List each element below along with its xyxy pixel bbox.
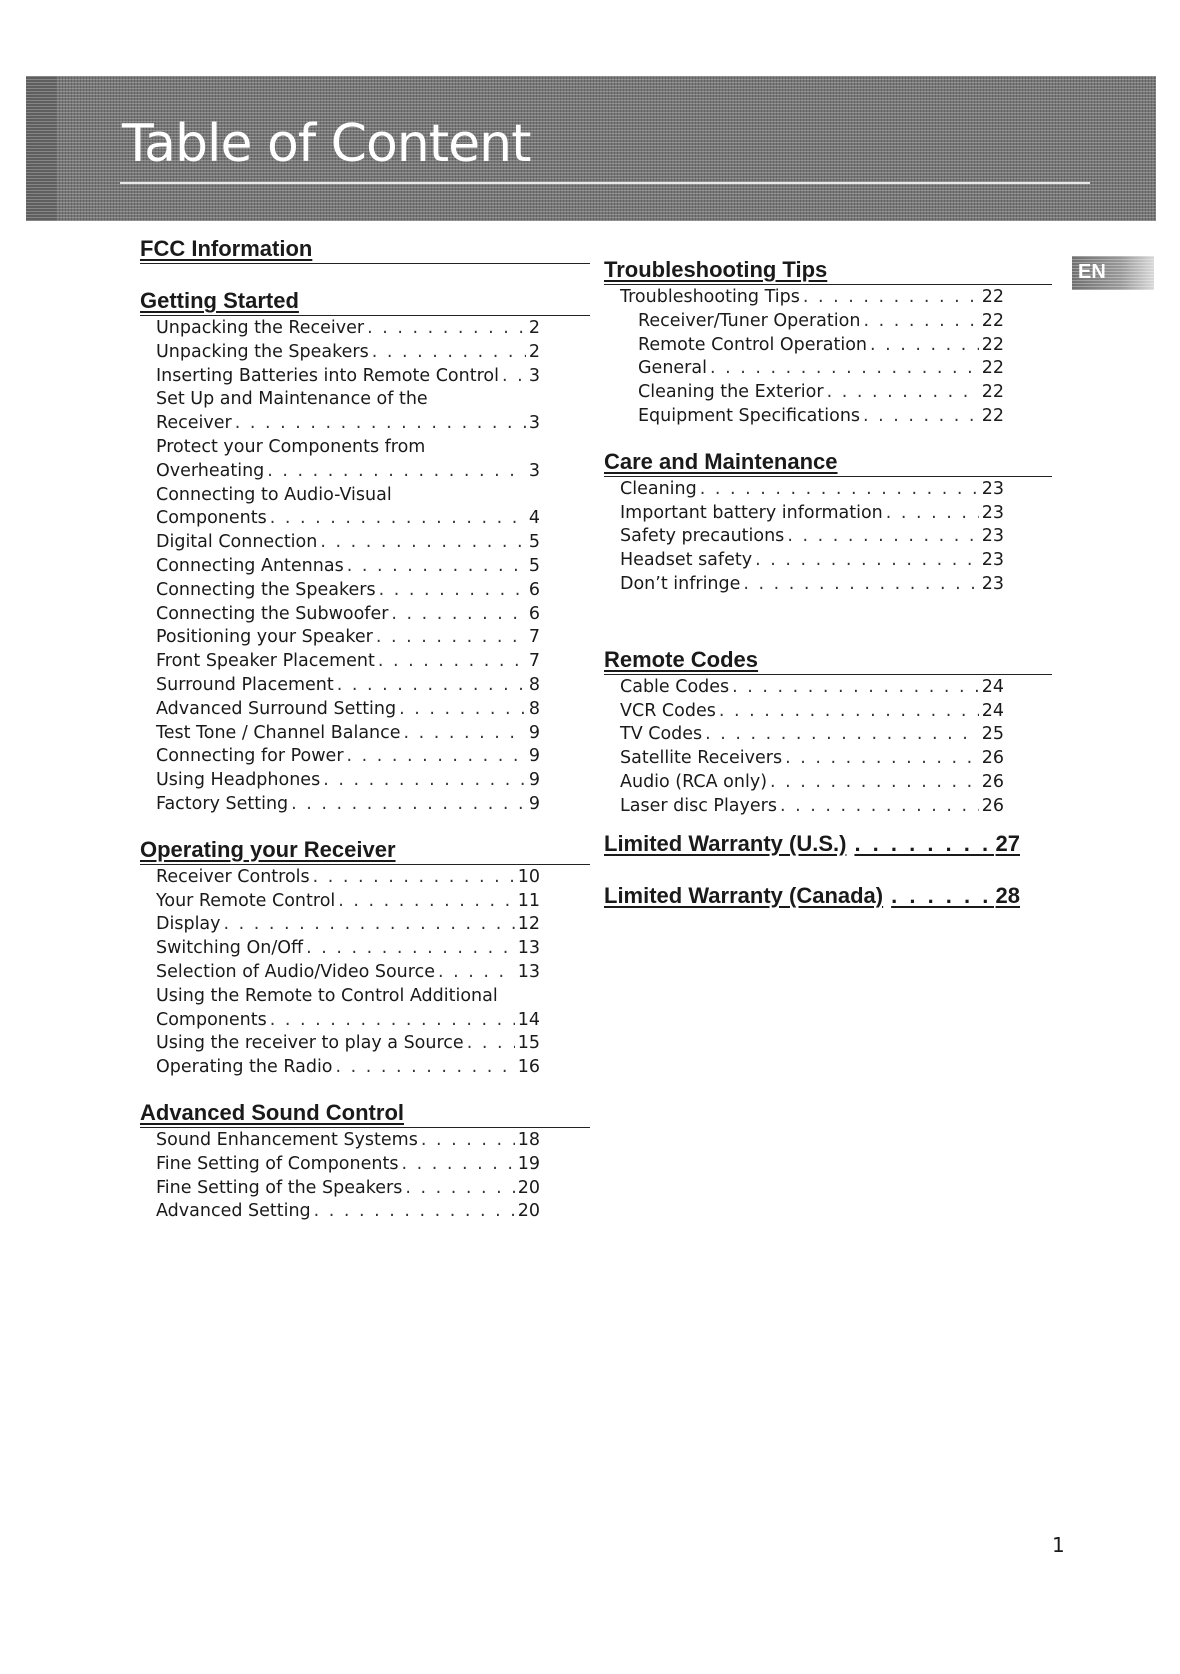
toc-entry[interactable] — [604, 357, 1004, 381]
toc-entry-label: Connecting for Power — [156, 746, 344, 767]
dot-leader — [732, 676, 979, 700]
toc-entry-page: 7 — [528, 651, 540, 672]
toc-entry[interactable] — [604, 549, 1004, 573]
language-tab — [1072, 256, 1154, 290]
dot-leader — [404, 722, 526, 746]
toc-entry-page: 19 — [517, 1153, 540, 1174]
toc-entry-label: Headset safety — [620, 550, 753, 571]
toc-entry[interactable] — [604, 502, 1004, 526]
dot-leader — [700, 478, 979, 502]
dot-leader — [372, 341, 526, 365]
toc-entry-page: 16 — [517, 1057, 540, 1078]
dot-leader — [467, 1032, 515, 1056]
toc-entry-page: 9 — [528, 770, 540, 791]
toc-entry[interactable] — [140, 317, 540, 341]
toc-entry-page: 18 — [517, 1129, 540, 1150]
dot-leader — [314, 1200, 515, 1224]
toc-entry-label: Audio (RCA only) — [620, 771, 768, 792]
toc-entry-page: 8 — [528, 698, 540, 719]
toc-entry[interactable] — [604, 771, 1004, 795]
warranty-label: Limited Warranty (Canada) — [604, 882, 884, 908]
section-heading[interactable]: Operating your Receiver — [140, 837, 590, 865]
warranty-entry[interactable] — [604, 883, 1020, 909]
toc-entry[interactable] — [140, 937, 540, 961]
dot-leader — [235, 412, 526, 436]
dot-leader — [854, 831, 993, 857]
dot-leader — [347, 555, 526, 579]
toc-entry-label: Components — [156, 1009, 267, 1030]
toc-entry-label: Connecting the Speakers — [156, 579, 376, 600]
toc-entry-label: Positioning your Speaker — [156, 627, 373, 648]
toc-entry[interactable] — [140, 412, 540, 436]
dot-leader — [379, 579, 526, 603]
toc-section-advanced-sound-control — [140, 1100, 590, 1224]
toc-entry-label: Test Tone / Channel Balance — [156, 722, 401, 743]
dot-leader — [421, 1129, 515, 1153]
banner-divider — [120, 182, 1090, 184]
toc-entry[interactable] — [604, 676, 1004, 700]
toc-entry[interactable] — [140, 698, 540, 722]
toc-entry-label: Sound Enhancement Systems — [156, 1129, 418, 1150]
toc-entry-label: Advanced Surround Setting — [156, 698, 397, 719]
toc-entry-label: Set Up and Maintenance of the — [156, 389, 428, 410]
toc-entry-page: 22 — [981, 287, 1004, 307]
toc-entry-label: Laser disc Players — [620, 795, 777, 816]
toc-entry[interactable] — [140, 1177, 540, 1201]
toc-entry-label: Advanced Setting — [156, 1201, 311, 1222]
dot-leader — [306, 937, 515, 961]
toc-entry[interactable] — [140, 1129, 540, 1153]
dot-leader — [710, 357, 979, 381]
toc-entry-label: Safety precautions — [620, 526, 785, 547]
dot-leader — [338, 890, 514, 914]
toc-entry-label: Switching On/Off — [156, 938, 304, 959]
dot-leader — [401, 1153, 514, 1177]
dot-leader — [755, 549, 979, 573]
toc-entry-label: Factory Setting — [156, 793, 289, 814]
toc-entry-page: 3 — [528, 413, 540, 434]
toc-section-getting-started — [140, 288, 590, 817]
toc-entry-page: 20 — [517, 1201, 540, 1222]
toc-entry-label: Using the receiver to play a Source — [156, 1033, 464, 1054]
section-heading[interactable]: Getting Started — [140, 288, 590, 316]
toc-entry-label: Display — [156, 914, 221, 935]
toc-entry-page: 6 — [528, 579, 540, 600]
toc-entry-list — [140, 317, 590, 817]
toc-entry[interactable] — [140, 460, 540, 484]
warranty-page: 28 — [995, 882, 1020, 908]
toc-entry[interactable] — [140, 555, 540, 579]
toc-entry-page: 24 — [981, 676, 1004, 697]
toc-entry[interactable] — [604, 573, 1004, 597]
toc-entry[interactable] — [140, 722, 540, 746]
toc-left-column — [140, 236, 590, 1234]
dot-leader — [803, 286, 979, 310]
toc-section-care-and-maintenance — [604, 449, 1052, 597]
toc-entry-page: 25 — [981, 724, 1004, 745]
toc-entry-label: Components — [156, 508, 267, 529]
toc-entry-page: 3 — [528, 460, 540, 481]
toc-right-sections — [604, 257, 1052, 819]
toc-entry[interactable] — [604, 381, 1004, 405]
toc-entry-label: Your Remote Control — [156, 890, 336, 911]
dot-leader — [378, 650, 526, 674]
toc-section-remote-codes — [604, 647, 1052, 819]
toc-entry-page: 26 — [981, 771, 1004, 792]
dot-leader — [270, 507, 526, 531]
toc-entry[interactable] — [140, 985, 540, 1009]
toc-entry-label: Fine Setting of Components — [156, 1153, 399, 1174]
dot-leader — [224, 913, 515, 937]
dot-leader — [502, 365, 526, 389]
toc-entry-page: 22 — [981, 310, 1004, 331]
toc-entry-label: Unpacking the Receiver — [156, 318, 365, 338]
toc-entry[interactable] — [604, 310, 1004, 334]
page-number: 1 — [1052, 1533, 1065, 1557]
toc-entry-label: Receiver Controls — [156, 866, 310, 887]
toc-entry[interactable] — [140, 388, 540, 412]
toc-entry-label: Cleaning — [620, 478, 697, 499]
toc-entry-label: TV Codes — [620, 724, 703, 745]
toc-entry[interactable] — [604, 795, 1004, 819]
toc-entry-page: 8 — [528, 674, 540, 695]
warranty-list — [604, 831, 1052, 909]
toc-entry-page: 11 — [517, 890, 540, 911]
dot-leader — [863, 310, 978, 334]
toc-entry[interactable] — [140, 531, 540, 555]
toc-entry-list — [604, 676, 1052, 819]
toc-entry-label: Connecting Antennas — [156, 555, 344, 576]
dot-leader — [886, 502, 979, 526]
toc-entry-page: 4 — [528, 508, 540, 529]
toc-entry[interactable] — [140, 1009, 540, 1033]
toc-entry[interactable] — [140, 1200, 540, 1224]
toc-entry-list — [140, 1129, 590, 1224]
toc-entry-page: 26 — [981, 748, 1004, 769]
toc-entry-page: 23 — [981, 478, 1004, 499]
toc-entry-page: 22 — [981, 334, 1004, 355]
page-title: Table of Content — [122, 114, 531, 174]
toc-entry-page: 23 — [981, 502, 1004, 523]
toc-entry-label: Using Headphones — [156, 770, 321, 791]
dot-leader — [705, 723, 979, 747]
toc-entry-page: 14 — [517, 1009, 540, 1030]
toc-entry-list — [604, 478, 1052, 597]
toc-entry-label: Unpacking the Speakers — [156, 341, 369, 362]
toc-entry-label: Selection of Audio/Video Source — [156, 961, 435, 982]
warranty-label: Limited Warranty (U.S.) — [604, 830, 847, 856]
toc-entry[interactable] — [140, 341, 540, 365]
toc-entry[interactable] — [140, 745, 540, 769]
toc-entry-label: Cleaning the Exterior — [638, 382, 824, 403]
toc-entry-label: Satellite Receivers — [620, 748, 783, 769]
dot-leader — [870, 334, 979, 358]
dot-leader — [780, 795, 979, 819]
toc-entry-page: 7 — [528, 627, 540, 648]
toc-entry-label: Equipment Specifications — [638, 405, 861, 426]
toc-entry-label: Remote Control Operation — [638, 334, 867, 355]
section-heading[interactable]: Advanced Sound Control — [140, 1100, 590, 1128]
dot-leader — [891, 883, 993, 909]
toc-entry-page: 22 — [981, 358, 1004, 379]
toc-entry[interactable] — [140, 650, 540, 674]
toc-entry-page: 9 — [528, 722, 540, 743]
toc-entry-page: 24 — [981, 700, 1004, 721]
toc-entry[interactable] — [140, 626, 540, 650]
dot-leader — [376, 626, 526, 650]
toc-right-column — [604, 257, 1052, 935]
toc-entry[interactable] — [140, 769, 540, 793]
toc-entry-label: Surround Placement — [156, 674, 334, 695]
toc-entry[interactable] — [604, 525, 1004, 549]
toc-section-troubleshooting-tips — [604, 257, 1052, 429]
toc-entry[interactable] — [140, 436, 540, 460]
toc-entry-page: 2 — [528, 341, 540, 362]
toc-entry[interactable] — [140, 674, 540, 698]
dot-leader — [347, 745, 526, 769]
dot-leader — [336, 1056, 515, 1080]
dot-leader — [323, 769, 526, 793]
toc-entry[interactable] — [140, 579, 540, 603]
toc-entry-page: 5 — [528, 532, 540, 553]
dot-leader — [405, 1177, 514, 1201]
toc-entry-page: 9 — [528, 746, 540, 767]
toc-entry-page: 13 — [517, 938, 540, 959]
toc-entry-label: Digital Connection — [156, 532, 318, 553]
dot-leader — [827, 381, 979, 405]
toc-entry[interactable] — [604, 700, 1004, 724]
dot-leader — [785, 747, 979, 771]
dot-leader — [863, 405, 979, 429]
toc-entry-page: 23 — [981, 526, 1004, 547]
dot-leader — [770, 771, 979, 795]
toc-entry-label: Receiver — [156, 413, 232, 434]
toc-entry-page: 22 — [981, 405, 1004, 426]
dot-leader — [313, 866, 515, 890]
toc-entry-list — [604, 286, 1052, 429]
dot-leader — [267, 460, 526, 484]
toc-section-operating-your-receiver — [140, 837, 590, 1080]
toc-entry[interactable] — [140, 961, 540, 985]
toc-entry-page: 6 — [528, 603, 540, 624]
section-heading[interactable]: Troubleshooting Tips — [604, 257, 1052, 285]
toc-entry-page: 23 — [981, 573, 1004, 594]
toc-entry-page: 9 — [528, 793, 540, 814]
section-heading[interactable]: FCC Information — [140, 236, 590, 264]
toc-entry-label: Front Speaker Placement — [156, 651, 375, 672]
toc-entry[interactable] — [140, 365, 540, 389]
toc-entry-page: 13 — [517, 961, 540, 982]
toc-entry[interactable] — [140, 866, 540, 890]
toc-entry[interactable] — [604, 747, 1004, 771]
dot-leader — [399, 698, 526, 722]
toc-entry-label: Troubleshooting Tips — [620, 287, 800, 307]
title-banner — [26, 76, 1156, 221]
toc-entry[interactable] — [140, 890, 540, 914]
toc-entry-label: Protect your Components from — [156, 436, 426, 457]
dot-leader — [438, 961, 515, 985]
dot-leader — [743, 573, 978, 597]
toc-entry-label: VCR Codes — [620, 700, 716, 721]
toc-entry-label: Receiver/Tuner Operation — [638, 310, 861, 331]
toc-entry[interactable] — [140, 484, 540, 508]
toc-entry[interactable] — [140, 913, 540, 937]
toc-entry-label: Using the Remote to Control Additional — [156, 985, 498, 1006]
toc-entry-label: General — [638, 358, 707, 379]
toc-entry-page: 15 — [517, 1033, 540, 1054]
toc-entry-label: Don’t infringe — [620, 573, 741, 594]
toc-entry-label: Connecting to Audio-Visual — [156, 484, 392, 505]
dot-leader — [787, 525, 978, 549]
toc-entry[interactable] — [140, 507, 540, 531]
dot-leader — [391, 603, 525, 627]
toc-entry-label: Important battery information — [620, 502, 883, 523]
toc-entry[interactable] — [140, 603, 540, 627]
dot-leader — [367, 317, 526, 341]
toc-entry-label: Overheating — [156, 460, 265, 481]
toc-entry[interactable] — [604, 334, 1004, 358]
toc-entry-page: 12 — [517, 914, 540, 935]
warranty-page: 27 — [995, 830, 1020, 856]
toc-entry-page: 26 — [981, 795, 1004, 816]
toc-entry-page: 2 — [528, 318, 540, 338]
toc-entry-list — [140, 866, 590, 1080]
section-heading[interactable]: Care and Maintenance — [604, 449, 1052, 477]
dot-leader — [719, 700, 979, 724]
dot-leader — [291, 793, 526, 817]
section-heading[interactable]: Remote Codes — [604, 647, 1052, 675]
toc-entry[interactable] — [140, 793, 540, 817]
toc-entry[interactable] — [604, 405, 1004, 429]
toc-entry[interactable] — [604, 478, 1004, 502]
toc-entry[interactable] — [140, 1153, 540, 1177]
banner-edge-strip — [26, 76, 56, 221]
toc-entry-page: 5 — [528, 555, 540, 576]
toc-entry-page: 23 — [981, 550, 1004, 571]
toc-entry[interactable] — [604, 723, 1004, 747]
toc-entry[interactable] — [140, 1032, 540, 1056]
dot-leader — [270, 1009, 515, 1033]
toc-entry-label: Cable Codes — [620, 676, 730, 697]
toc-entry[interactable] — [604, 286, 1004, 310]
toc-entry-page: 22 — [981, 382, 1004, 403]
toc-section-fcc-information — [140, 236, 590, 264]
dot-leader — [320, 531, 526, 555]
toc-entry-page: 10 — [517, 866, 540, 887]
toc-entry-page: 20 — [517, 1177, 540, 1198]
toc-entry[interactable] — [140, 1056, 540, 1080]
toc-entry-label: Connecting the Subwoofer — [156, 603, 389, 624]
warranty-entry[interactable] — [604, 831, 1020, 857]
toc-entry-label: Inserting Batteries into Remote Control — [156, 365, 499, 386]
toc-entry-page: 3 — [528, 365, 540, 386]
toc-entry-label: Fine Setting of the Speakers — [156, 1177, 403, 1198]
language-tab-label: EN — [1078, 261, 1106, 283]
dot-leader — [337, 674, 526, 698]
toc-entry-label: Operating the Radio — [156, 1057, 333, 1078]
